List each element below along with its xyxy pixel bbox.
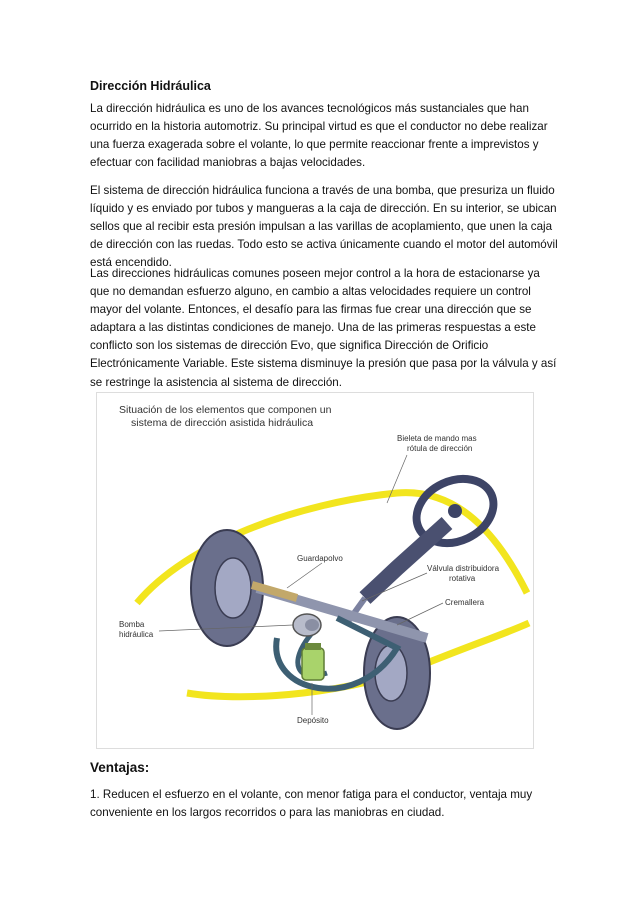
steering-column xyxy=(365,523,447,598)
leader-cremallera xyxy=(397,603,443,625)
label-bieleta-line2: rótula de dirección xyxy=(407,444,473,453)
steering-system-diagram xyxy=(96,392,534,749)
label-cremallera: Cremallera xyxy=(445,598,485,607)
figure-caption-line2: sistema de dirección asistida hidráulica xyxy=(131,417,314,429)
paragraph-evo: Las direcciones hidráulicas comunes poseen mejor control a la hora de estacionarse ya que no demandan esfuerzo alguno, en cambio a altas velocidades requiere un control mayor del volante. Entonces, el desafío para las firmas fue crear una dirección que se adaptara a las distintas condiciones de manejo. Una de las primeras respuestas a este conflicto son los sistemas de dirección Evo, que significa Dirección de Orificio Electrónicamente Variable. Este sistema disminuye la presión que pasa por la válvula y así se restringe la asistencia al sistema de dirección. xyxy=(90,267,557,389)
reservoir xyxy=(302,643,324,680)
paragraph-intro: La dirección hidráulica es uno de los avances tecnológicos más sustanciales que han ocurrido en la historia automotriz. Su principal virtud es que el conductor no debe realizar una fuerza exagerada sobre el volante, lo que permite reaccionar frente a imprevistos y efectuar con facilidad maniobras a bajas velocidades. xyxy=(90,102,548,170)
label-bieleta-line1: Bieleta de mando mas xyxy=(397,434,477,443)
figure-caption-line1: Situación de los elementos que componen un xyxy=(119,404,332,416)
hydraulic-pump xyxy=(293,614,321,636)
document-title: Dirección Hidráulica xyxy=(90,79,211,93)
diagram-svg xyxy=(97,393,533,748)
label-bomba-line1: Bomba xyxy=(119,620,145,629)
ventajas-item-1: 1. Reducen el esfuerzo en el volante, con menor fatiga para el conductor, ventaja muy conveniente en los largos recorridos o para las maniobras en ciudad. xyxy=(90,788,533,820)
label-bomba-line2: hidráulica xyxy=(119,630,154,639)
label-valvula-line1: Válvula distribuidora xyxy=(427,564,500,573)
label-deposito: Depósito xyxy=(297,716,329,725)
leader-guardapolvo xyxy=(287,563,322,588)
label-valvula-line2: rotativa xyxy=(449,574,476,583)
ventajas-heading: Ventajas: xyxy=(90,760,150,775)
label-guardapolvo: Guardapolvo xyxy=(297,554,343,563)
paragraph-funcionamiento: El sistema de dirección hidráulica funciona a través de una bomba, que presuriza un fluido líquido y es enviado por tubos y mangueras a la caja de dirección. En su interior, se ubican sellos que al recibir esta presión impulsan a las varillas de acoplamiento, que unen la caja de dirección con las ruedas. Todo esto se activa únicamente cuando el motor del automóvil está encendido. xyxy=(90,184,558,270)
